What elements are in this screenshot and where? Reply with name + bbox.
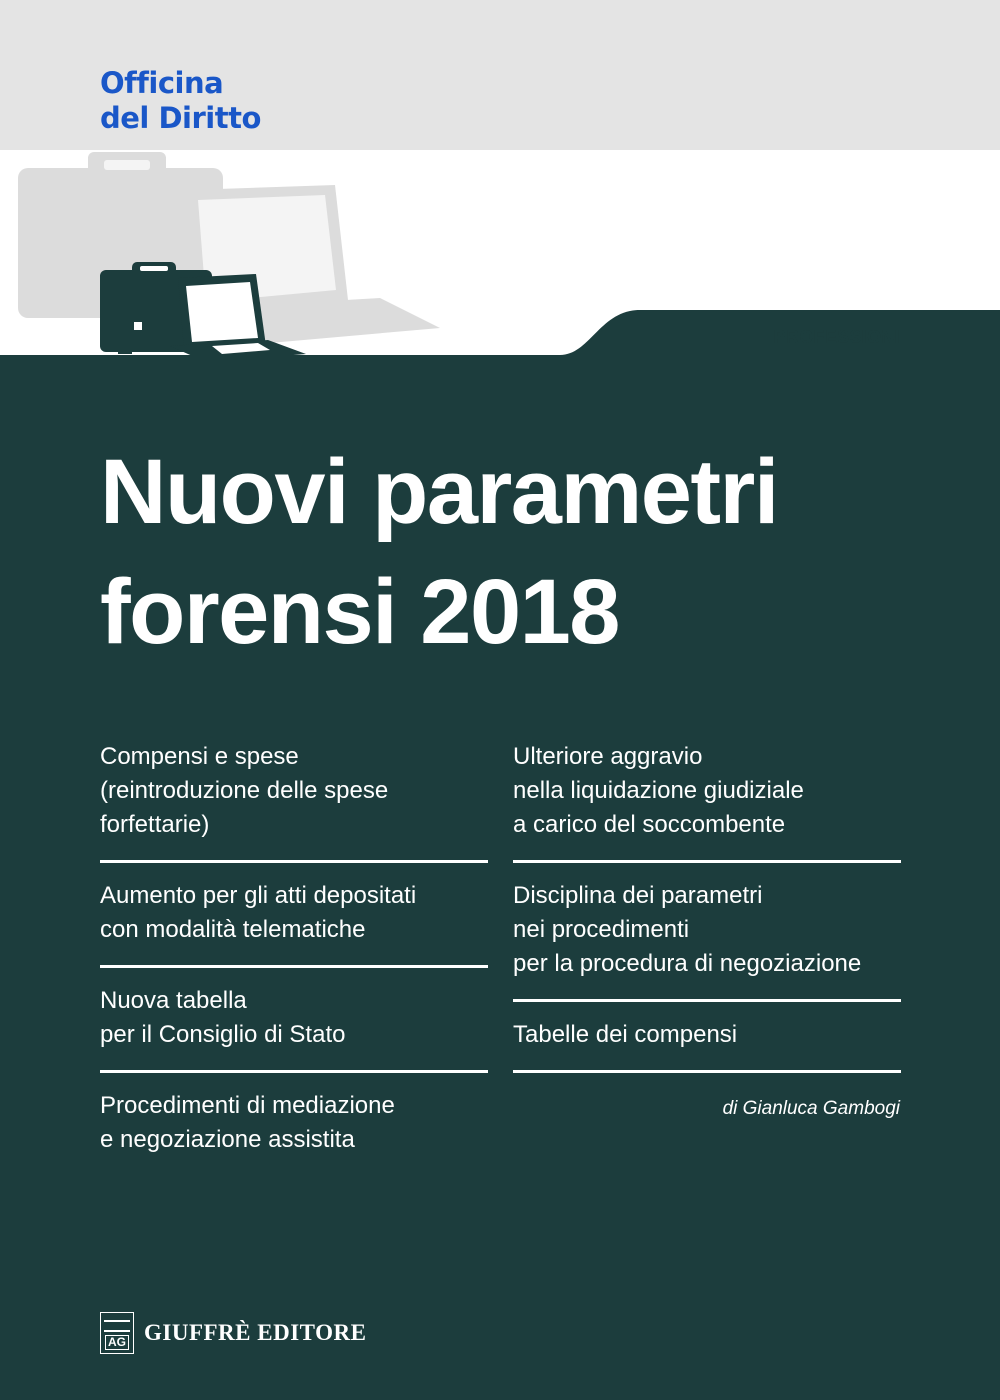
topic-line: Procedimenti di mediazione	[100, 1092, 395, 1119]
topic-item	[513, 1018, 901, 1073]
topic-line: forfettarie)	[100, 811, 210, 838]
topic-line: (reintroduzione delle spese	[100, 777, 389, 804]
topic-line: Disciplina dei parametri	[513, 882, 763, 909]
topic-line: Ulteriore aggravio	[513, 743, 703, 770]
topic-line: nei procedimenti	[513, 916, 690, 943]
title-line-1: Nuovi parametri	[100, 441, 778, 543]
author-credit: di Gianluca Gambogi	[722, 1098, 900, 1119]
publisher	[100, 1312, 366, 1354]
topic-item	[513, 879, 901, 1002]
publisher-name: GIUFFRÈ EDITORE	[144, 1320, 367, 1345]
category-label: PROFESSIONI	[773, 327, 900, 347]
series-line-2: del Diritto	[100, 101, 261, 135]
topic-line: Nuova tabella	[100, 987, 247, 1014]
logo-mark: AG	[105, 1335, 129, 1350]
topic-line: per il Consiglio di Stato	[100, 1021, 346, 1048]
title-line-2: forensi 2018	[100, 561, 619, 663]
topic-line: a carico del soccombente	[513, 811, 786, 838]
series-name	[100, 66, 261, 136]
topic-line: e negoziazione assistita	[100, 1126, 355, 1153]
book-title	[100, 432, 778, 672]
publisher-logo-icon	[100, 1312, 134, 1354]
topic-line: nella liquidazione giudiziale	[513, 777, 804, 804]
topic-item	[100, 984, 488, 1073]
series-line-1: Officina	[100, 66, 224, 100]
topics-right-column	[513, 740, 901, 1089]
topics-left-column	[100, 740, 488, 1191]
topic-line: per la procedura di negoziazione	[513, 950, 862, 977]
topic-line: Tabelle dei compensi	[513, 1021, 738, 1048]
topic-item	[100, 1089, 488, 1175]
topic-line: con modalità telematiche	[100, 916, 366, 943]
topic-item	[513, 740, 901, 863]
logo-stripes	[104, 1320, 130, 1332]
topic-item	[100, 740, 488, 863]
topic-line: Aumento per gli atti depositati	[100, 882, 417, 909]
topic-item	[100, 879, 488, 968]
topic-line: Compensi e spese	[100, 743, 299, 770]
